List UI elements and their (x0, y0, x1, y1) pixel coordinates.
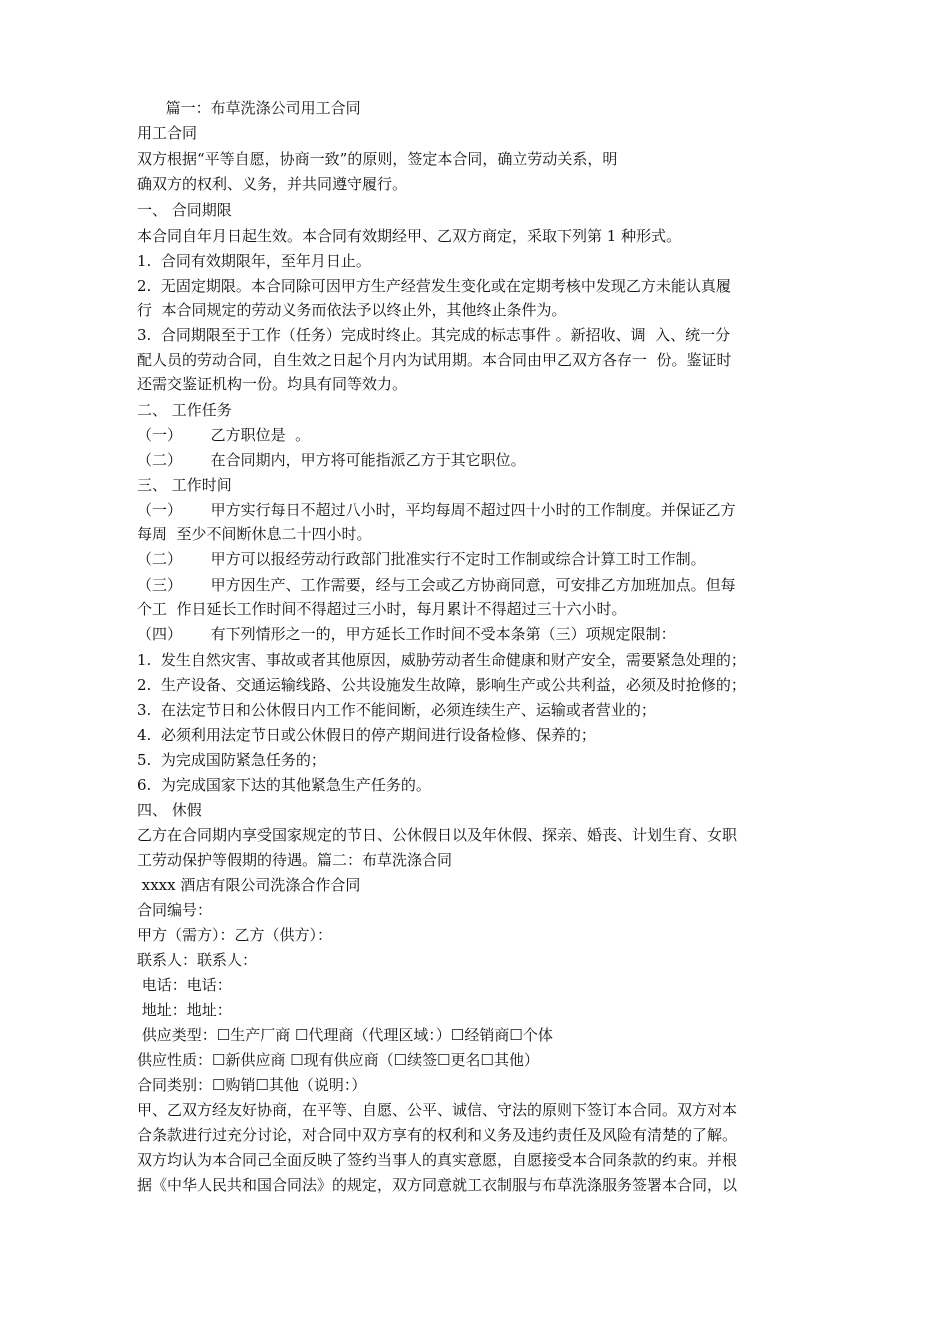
form-field-line: 合同编号： (137, 901, 213, 919)
list-item: （二） 甲方可以报经劳动行政部门批准实行不定时工作制或综合计算工时工作制。 (137, 550, 706, 568)
list-item: 4. 必须利用法定节日或公休假日的停产期间进行设备检修、保养的； (137, 726, 596, 744)
list-item: （一） 甲方实行每日不超过八小时，平均每周不超过四十小时的工作制度。并保证乙方 (137, 501, 736, 519)
section-heading: 一、 合同期限 (137, 201, 232, 219)
list-item: 3. 合同期限至于工作（任务）完成时终止。其完成的标志事件 。新招收、调 入、统一分 (137, 326, 731, 344)
paragraph-line: 配人员的劳动合同，自生效之日起个月内为试用期。本合同由甲乙双方各存一 份。鉴证时 (137, 351, 732, 369)
paragraph-line: 个工 作日延长工作时间不得超过三小时，每月累计不得超过三十六小时。 (137, 600, 627, 618)
paragraph-line: 双方根据“平等自愿，协商一致”的原则，签定本合同，确立劳动关系，明 (137, 150, 618, 168)
paragraph-line: 还需交鉴证机构一份。均具有同等效力。 (137, 375, 408, 393)
form-field-line: 电话：电话： (137, 976, 232, 994)
contract-subtitle: xxxx 酒店有限公司洗涤合作合同 (137, 876, 361, 894)
list-item: 2. 无固定期限。本合同除可因甲方生产经营发生变化或在定期考核中发现乙方未能认真履 (137, 277, 731, 295)
form-checkbox-line: 供应类型：☐生产厂商 ☐代理商（代理区域：）☐经销商☐个体 (137, 1026, 553, 1044)
section-heading: 三、 工作时间 (137, 476, 232, 494)
paragraph-line: 每周 至少不间断休息二十四小时。 (137, 525, 372, 543)
section-heading: 四、 休假 (137, 801, 202, 819)
list-item: （三） 甲方因生产、工作需要，经与工会或乙方协商同意，可安排乙方加班加点。但每 (137, 576, 736, 594)
list-item: 2. 生产设备、交通运输线路、公共设施发生故障，影响生产或公共利益，必须及时抢修的； (137, 676, 746, 694)
paragraph-line: 行 本合同规定的劳动义务而依法予以终止外，其他终止条件为。 (137, 301, 567, 319)
paragraph-line: 双方均认为本合同己全面反映了签约当事人的真实意愿，自愿接受本合同条款的约束。并根 (137, 1151, 738, 1169)
list-item: （一） 乙方职位是 。 (137, 426, 311, 444)
paragraph-line: 工劳动保护等假期的待遇。篇二：布草洗涤合同 (137, 851, 453, 869)
paragraph-line: 据《中华人民共和国合同法》的规定，双方同意就工衣制服与布草洗涤服务签署本合同，以 (137, 1176, 738, 1194)
form-field-line: 甲方（需方）：乙方（供方）： (137, 926, 333, 944)
list-item: 6. 为完成国家下达的其他紧急生产任务的。 (137, 776, 431, 794)
paragraph-line: 本合同自年月日起生效。本合同有效期经甲、乙双方商定，采取下列第 1 种形式。 (137, 227, 682, 245)
form-checkbox-line: 合同类别：☐购销☐其他（说明：） (137, 1076, 367, 1094)
list-item: （二） 在合同期内，甲方将可能指派乙方于其它职位。 (137, 451, 526, 469)
list-item: 5. 为完成国防紧急任务的； (137, 751, 326, 769)
paragraph-line: 合条款进行过充分讨论，对合同中双方享有的权利和义务及违约责任及风险有清楚的了解。 (137, 1126, 738, 1144)
section-heading: 二、 工作任务 (137, 401, 232, 419)
form-checkbox-line: 供应性质：☐新供应商 ☐现有供应商（☐续签☐更名☐其他） (137, 1051, 540, 1069)
form-field-line: 联系人：联系人： (137, 951, 258, 969)
list-item: 1. 合同有效期限年，至年月日止。 (137, 252, 371, 270)
paragraph-line: 甲、乙双方经友好协商，在平等、自愿、公平、诚信、守法的原则下签订本合同。双方对本 (137, 1101, 738, 1119)
section-title-part-one: 篇一：布草洗涤公司用工合同 (137, 99, 361, 117)
paragraph-line: 确双方的权利、义务，并共同遵守履行。 (137, 175, 408, 193)
list-item: （四） 有下列情形之一的，甲方延长工作时间不受本条第（三）项规定限制： (137, 625, 676, 643)
list-item: 3. 在法定节日和公休假日内工作不能间断，必须连续生产、运输或者营业的； (137, 701, 656, 719)
paragraph-line: 乙方在合同期内享受国家规定的节日、公休假日以及年休假、探亲、婚丧、计划生育、女职 (137, 826, 738, 844)
list-item: 1. 发生自然灾害、事故或者其他原因，威胁劳动者生命健康和财产安全，需要紧急处理的； (137, 651, 746, 669)
contract-title: 用工合同 (137, 124, 198, 142)
form-field-line: 地址：地址： (137, 1001, 232, 1019)
